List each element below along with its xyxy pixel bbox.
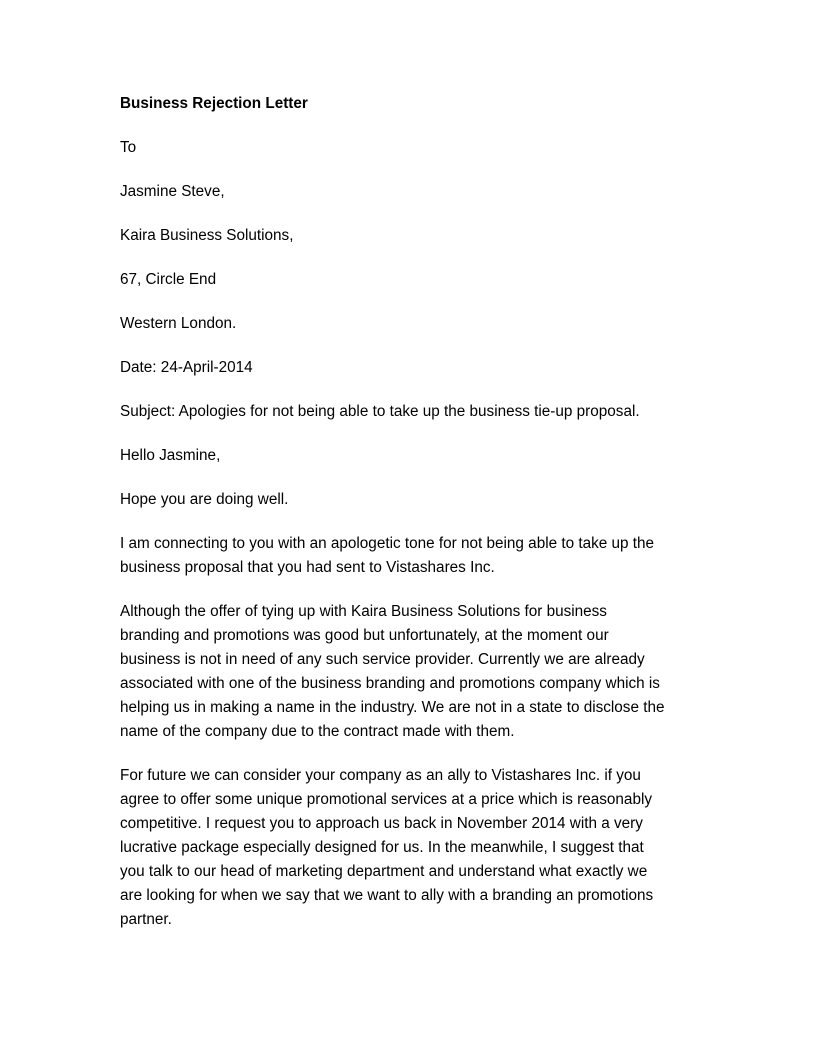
paragraph-line: lucrative package especially designed for us. In the meanwhile, I suggest that [120,839,644,856]
greeting: Hello Jasmine, [120,447,221,464]
paragraph-line: associated with one of the business branding and promotions company which is [120,675,660,692]
paragraph-line: helping us in making a name in the industry. We are not in a state to disclose the [120,699,665,716]
letter-body [120,94,680,952]
paragraph-line: branding and promotions was good but unfortunately, at the moment our [120,627,609,644]
paragraph-line: you talk to our head of marketing department and understand what exactly we [120,863,648,880]
paragraph-1 [120,532,680,580]
paragraph-line: I am connecting to you with an apologetic tone for not being able to take up the [120,535,655,552]
recipient-company: Kaira Business Solutions, [120,227,294,244]
paragraph-line: business proposal that you had sent to Vistashares Inc. [120,559,495,576]
opening-line: Hope you are doing well. [120,491,289,508]
paragraph-line: name of the company due to the contract made with them. [120,723,515,740]
paragraph-3 [120,764,680,932]
paragraph-line: agree to offer some unique promotional services at a price which is reasonably [120,791,652,808]
paragraph-line: partner. [120,911,172,928]
paragraph-line: Although the offer of tying up with Kaira Business Solutions for business [120,603,607,620]
paragraph-line: business is not in need of any such service provider. Currently we are already [120,651,645,668]
paragraph-2 [120,600,680,744]
address-line-1: 67, Circle End [120,271,217,288]
to-line: To [120,139,137,156]
paragraph-line: competitive. I request you to approach us back in November 2014 with a very [120,815,643,832]
letter-title: Business Rejection Letter [120,95,308,112]
recipient-name: Jasmine Steve, [120,183,225,200]
letter-date: Date: 24-April-2014 [120,359,253,376]
address-line-2: Western London. [120,315,237,332]
paragraph-line: For future we can consider your company as an ally to Vistashares Inc. if you [120,767,641,784]
letter-subject: Subject: Apologies for not being able to take up the business tie-up proposal. [120,403,640,420]
paragraph-line: are looking for when we say that we want to ally with a branding an promotions [120,887,654,904]
